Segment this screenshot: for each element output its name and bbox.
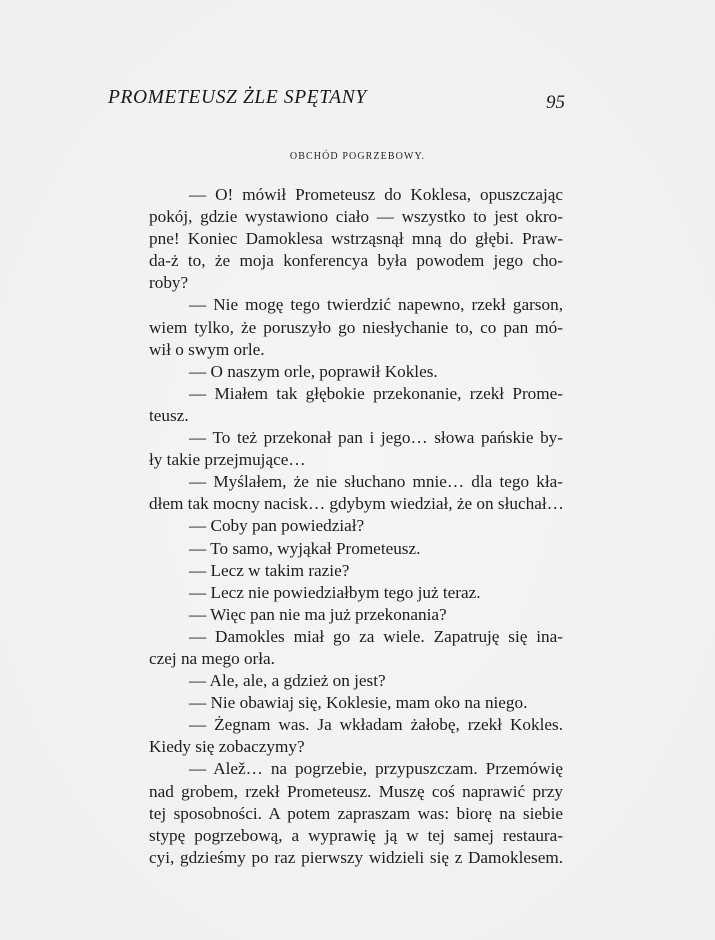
text-line: tej sposobności. A potem zapraszam was: biorę na siebie xyxy=(149,803,563,823)
paragraph xyxy=(109,582,563,604)
text-line: Kiedy się zobaczymy? xyxy=(149,737,305,757)
paragraph xyxy=(109,361,563,383)
text-line: wiem tylko, że poruszyło go niesłychanie to, co pan mó- xyxy=(149,317,563,337)
paragraph xyxy=(109,758,563,868)
text-line: — Lecz w takim razie? xyxy=(189,560,350,580)
text-line: — O naszym orle, poprawił Kokles. xyxy=(189,361,438,381)
text-line: da-ż to, że moja konferencya była powodem jego cho- xyxy=(149,251,563,271)
paragraph xyxy=(109,604,563,626)
paragraph xyxy=(109,515,563,537)
paragraph xyxy=(109,670,563,692)
text-line: — Ale, ale, a gdzież on jest? xyxy=(189,671,386,691)
text-line: — Nie obawiaj się, Koklesie, mam oko na niego. xyxy=(189,693,528,713)
text-line: — Żegnam was. Ja wkładam żałobę, rzekł Kokles. xyxy=(189,715,563,735)
text-line: — Damokles miał go za wiele. Zapatruję się ina- xyxy=(189,626,563,646)
section-heading: OBCHÓD POGRZEBOWY. xyxy=(289,151,426,162)
text-line: cyi, gdzieśmy po raz pierwszy widzieli się z Damoklesem. xyxy=(149,847,563,867)
text-line: — Coby pan powiedział? xyxy=(189,516,365,536)
text-line: — Myślałem, że nie słuchano mnie… dla tego kła- xyxy=(189,472,563,492)
text-line: wił o swym orle. xyxy=(149,339,265,359)
text-line: pokój, gdzie wystawiono ciało — wszystko to jest okro- xyxy=(149,207,563,227)
text-line: — Miałem tak głębokie przekonanie, rzekł Prome- xyxy=(189,383,563,403)
text-line: — To samo, wyjąkał Prometeusz. xyxy=(189,538,421,558)
text-line: pne! Koniec Damoklesa wstrząsnął mną do głębi. Praw- xyxy=(149,229,563,249)
paragraph xyxy=(109,471,563,515)
text-line: teusz. xyxy=(149,405,189,425)
text-line: nad grobem, rzekł Prometeusz. Muszę coś naprawić przy xyxy=(149,781,563,801)
running-head xyxy=(108,87,568,117)
paragraph xyxy=(109,714,563,758)
paragraph xyxy=(109,538,563,560)
text-line: czej na mego orła. xyxy=(149,648,275,668)
text-line: ły takie przejmujące… xyxy=(149,450,306,470)
page-number: 95 xyxy=(546,92,565,113)
running-title: PROMETEUSZ ŻLE SPĘTANY xyxy=(108,87,367,108)
text-line: — Nie mogę tego twierdzić napewno, rzekł garson, xyxy=(189,295,563,315)
text-line: — Lecz nie powiedziałbym tego już teraz. xyxy=(189,582,481,602)
text-line: — Więc pan nie ma już przekonania? xyxy=(189,604,447,624)
text-line: — Alež… na pogrzebie, przypuszczam. Przemówię xyxy=(189,759,563,779)
text-line: dłem tak mocny nacisk… gdybym wiedział, że on słuchał… xyxy=(149,494,564,514)
paragraph xyxy=(109,692,563,714)
text-line: — To też przekonał pan i jego… słowa pańskie by- xyxy=(189,428,563,448)
text-line: stypę pogrzebową, a wyprawię ją w tej samej restaura- xyxy=(149,825,563,845)
paragraph xyxy=(109,560,563,582)
paragraph xyxy=(109,294,563,360)
text-line: roby? xyxy=(149,273,189,293)
paragraph xyxy=(109,184,563,294)
text-line: — O! mówił Prometeusz do Koklesa, opuszczając xyxy=(189,185,563,204)
body-text xyxy=(109,184,563,869)
paragraph xyxy=(109,427,563,471)
paragraph xyxy=(109,626,563,670)
paragraph xyxy=(109,383,563,427)
